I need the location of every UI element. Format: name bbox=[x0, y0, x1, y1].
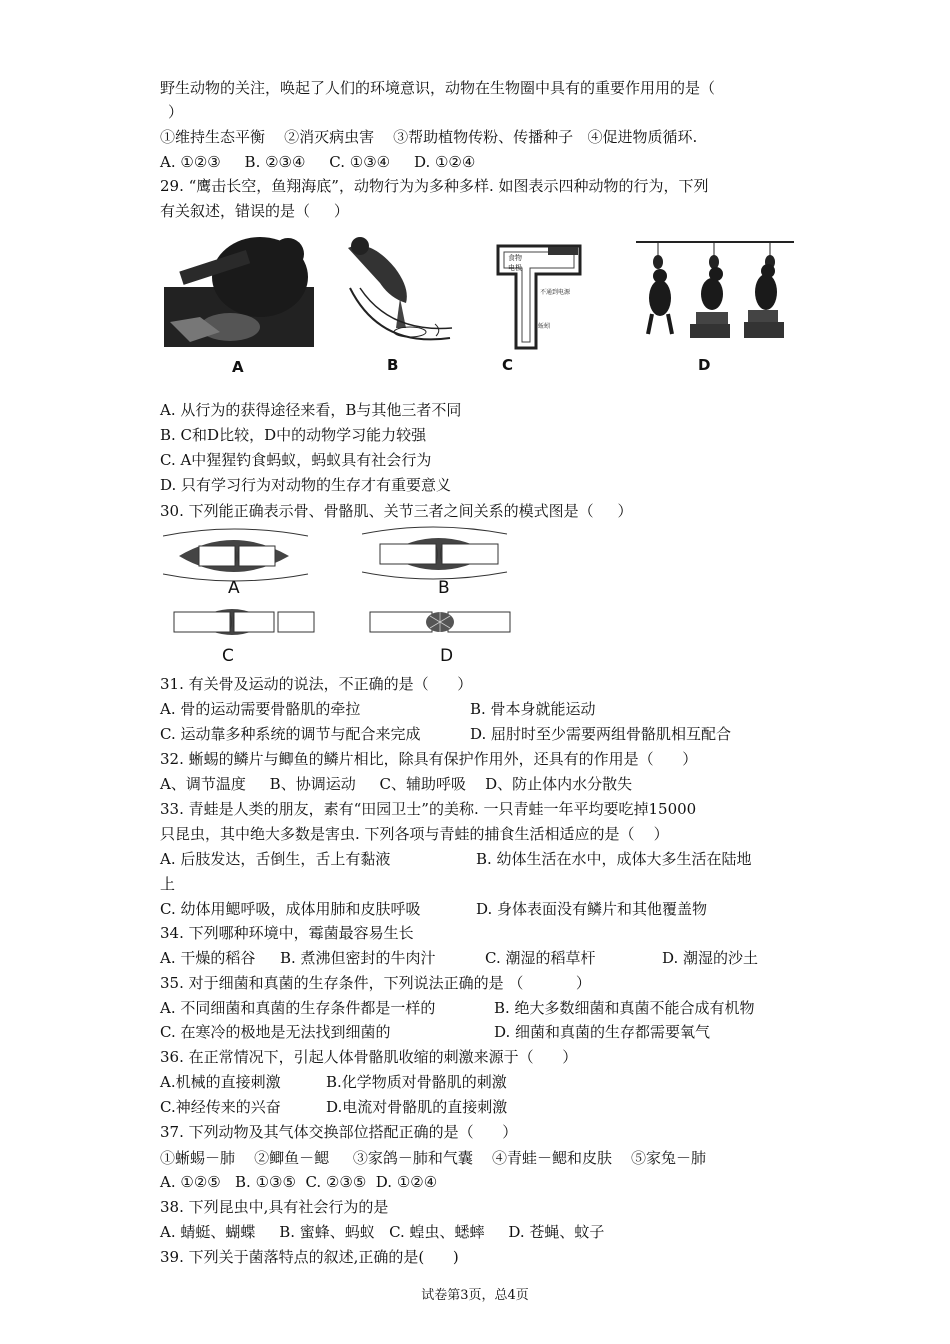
q33-option-d: D. 身体表面没有鳞片和其他覆盖物 bbox=[476, 900, 708, 918]
q29-label-c: C bbox=[502, 356, 514, 374]
q30-label-d: D bbox=[440, 646, 454, 666]
q30-figure-b bbox=[362, 526, 512, 582]
intro-line-1: 野生动物的关注，唤起了人们的环境意识，动物在生物圈中具有的重要作用用的是（ bbox=[160, 79, 716, 97]
q36-stem: 36. 在正常情况下，引起人体骨骼肌收缩的刺激来源于（ ） bbox=[160, 1048, 578, 1066]
q36-option-b: B.化学物质对骨骼肌的刺激 bbox=[326, 1073, 507, 1091]
q29-label-d: D bbox=[698, 356, 711, 374]
q31-option-c: C. 运动靠多种系统的调节与配合来完成 bbox=[160, 725, 421, 743]
q35-option-d: D. 细菌和真菌的生存都需要氧气 bbox=[494, 1023, 711, 1041]
q29-figure-c-maze bbox=[488, 236, 588, 351]
q30-figure-c bbox=[166, 598, 316, 646]
q29-label-b: B bbox=[387, 356, 399, 374]
maze-label-power: 不通到电源 bbox=[540, 289, 571, 296]
q33-option-b: B. 幼体生活在水中，成体大多生活在陆地 bbox=[476, 850, 752, 868]
q32-stem: 32. 蜥蜴的鳞片与鲫鱼的鳞片相比，除具有保护作用外，还具有的作用是（ ） bbox=[160, 750, 698, 768]
q29-option-a: A. 从行为的获得途径来看，B与其他三者不同 bbox=[160, 401, 462, 419]
q36-option-a: A.机械的直接刺激 bbox=[160, 1073, 281, 1091]
q30-stem: 30. 下列能正确表示骨、骨骼肌、关节三者之间关系的模式图是（ ） bbox=[160, 502, 633, 520]
q30-figure-d bbox=[362, 598, 512, 646]
q39-stem: 39. 下列关于菌落特点的叙述,正确的是( ) bbox=[160, 1248, 459, 1266]
q34-stem: 34. 下列哪种环境中，霉菌最容易生长 bbox=[160, 924, 414, 942]
q31-option-d: D. 屈肘时至少需要两组骨骼肌相互配合 bbox=[470, 725, 732, 743]
q31-option-b: B. 骨本身就能运动 bbox=[470, 700, 596, 718]
q34-option-b: B. 煮沸但密封的牛肉汁 bbox=[280, 949, 436, 967]
q29-option-b: B. C和D比较，D中的动物学习能力较强 bbox=[160, 426, 427, 444]
maze-label-food: 食物 bbox=[508, 254, 522, 262]
q34-option-d: D. 潮湿的沙土 bbox=[662, 949, 759, 967]
maze-label-worm: 蚯蚓 bbox=[538, 323, 551, 330]
q33-stem-1: 33. 青蛙是人类的朋友，素有“田园卫士”的美称. 一只青蛙一年平均要吃掉15000 bbox=[160, 800, 697, 818]
q32-options: A、调节温度 B、协调运动 C、辅助呼吸 D、防止体内水分散失 bbox=[160, 775, 633, 793]
page-footer: 试卷第3页，总4页 bbox=[421, 1288, 529, 1303]
q35-option-a: A. 不同细菌和真菌的生存条件都是一样的 bbox=[160, 999, 436, 1017]
q34-option-c: C. 潮湿的稻草杆 bbox=[485, 949, 596, 967]
q30-label-c: C bbox=[222, 646, 234, 666]
q33-option-a: A. 后肢发达，舌倒生，舌上有黏液 bbox=[160, 850, 391, 868]
q31-option-a: A. 骨的运动需要骨骼肌的牵拉 bbox=[160, 700, 361, 718]
q29-stem-2: 有关叙述，错误的是（ ） bbox=[160, 202, 349, 220]
q37-stem: 37. 下列动物及其气体交换部位搭配正确的是（ ） bbox=[160, 1123, 518, 1141]
q37-items: ①蜥蜴－肺 ②鲫鱼－鳃 ③家鸽－肺和气囊 ④青蛙－鳃和皮肤 ⑤家兔－肺 bbox=[160, 1149, 707, 1167]
q30-label-b: B bbox=[438, 578, 450, 598]
q35-stem: 35. 对于细菌和真菌的生存条件，下列说法正确的是 （ ） bbox=[160, 974, 591, 992]
intro-options: A. ①②③ B. ②③④ C. ①③④ D. ①②④ bbox=[160, 153, 476, 171]
intro-line-2: ） bbox=[168, 103, 184, 121]
q37-options: A. ①②⑤ B. ①③⑤ C. ②③⑤ D. ①②④ bbox=[160, 1173, 438, 1191]
q34-option-a: A. 干燥的稻谷 bbox=[160, 949, 256, 967]
q33-option-c: C. 幼体用鳃呼吸，成体用肺和皮肤呼吸 bbox=[160, 900, 421, 918]
q38-options: A. 蜻蜓、蝴蝶 B. 蜜蜂、蚂蚁 C. 蝗虫、蟋蟀 D. 苍蝇、蚊子 bbox=[160, 1223, 605, 1241]
q35-option-c: C. 在寒冷的极地是无法找到细菌的 bbox=[160, 1023, 391, 1041]
q29-figure-d-monkeys bbox=[630, 236, 800, 344]
q36-option-d: D.电流对骨骼肌的直接刺激 bbox=[326, 1098, 508, 1116]
q29-stem-1: 29. “鹰击长空，鱼翔海底”，动物行为为多种多样. 如图表示四种动物的行为，下列 bbox=[160, 177, 709, 195]
q29-label-a: A bbox=[232, 358, 244, 376]
q33-stem-2: 只昆虫，其中绝大多数是害虫. 下列各项与青蛙的捕食生活相适应的是（ ） bbox=[160, 825, 669, 843]
maze-label-electrode: 电极 bbox=[508, 264, 522, 272]
q30-figure-a bbox=[163, 528, 313, 584]
q29-figure-a-chimp bbox=[160, 232, 320, 350]
q29-figure-b-bird bbox=[340, 228, 460, 350]
q38-stem: 38. 下列昆虫中,具有社会行为的是 bbox=[160, 1198, 389, 1216]
q36-option-c: C.神经传来的兴奋 bbox=[160, 1098, 281, 1116]
intro-items: ①维持生态平衡 ②消灭病虫害 ③帮助植物传粉、传播种子 ④促进物质循环. bbox=[160, 128, 698, 146]
q29-option-c: C. A中猩猩钓食蚂蚁，蚂蚁具有社会行为 bbox=[160, 451, 432, 469]
q31-stem: 31. 有关骨及运动的说法，不正确的是（ ） bbox=[160, 675, 473, 693]
q33-option-b-cont: 上 bbox=[160, 875, 176, 893]
q29-option-d: D. 只有学习行为对动物的生存才有重要意义 bbox=[160, 476, 452, 494]
q30-label-a: A bbox=[228, 578, 240, 598]
q35-option-b: B. 绝大多数细菌和真菌不能合成有机物 bbox=[494, 999, 755, 1017]
